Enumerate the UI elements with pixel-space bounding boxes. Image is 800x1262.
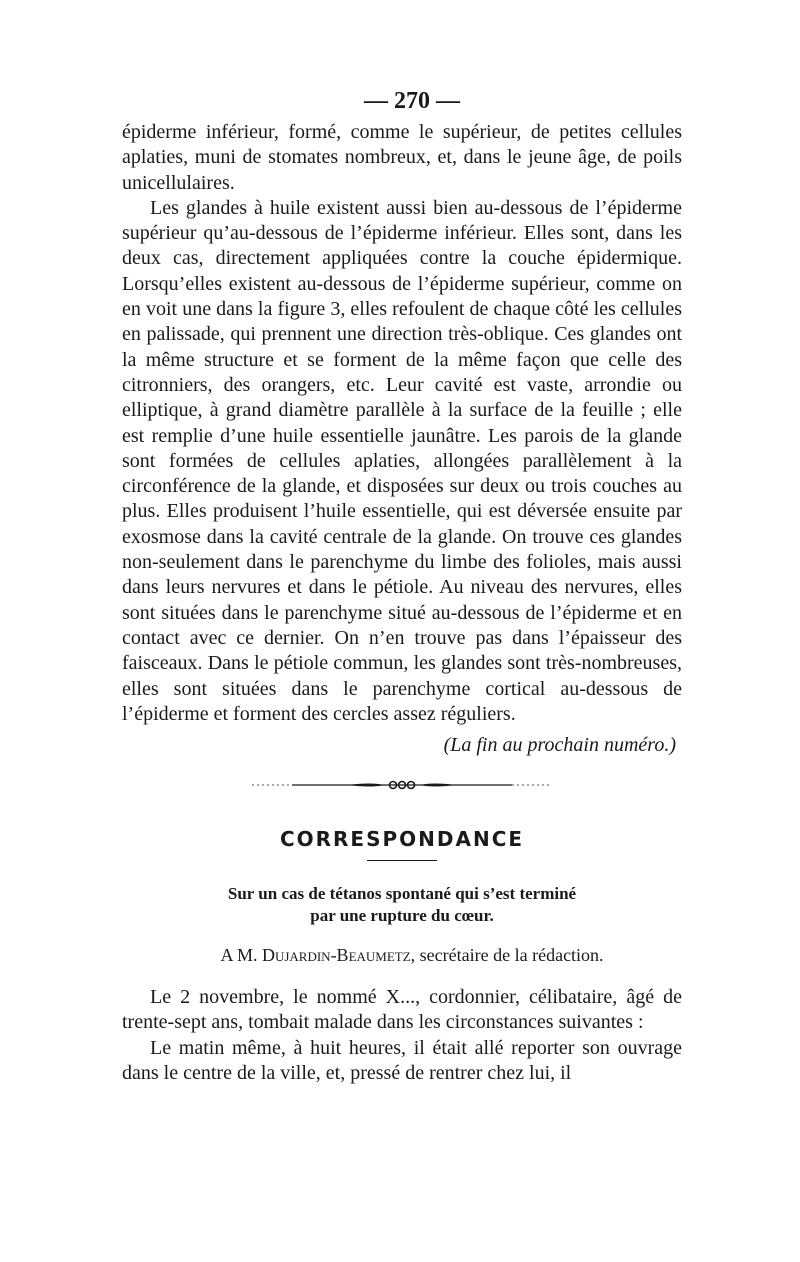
section-heading: CORRESPONDANCE (279, 827, 525, 852)
paragraph-oil-glands: Les glandes à huile existent aussi bien au-dessous de l’épiderme supérieur qu’au-dessous de l’épiderme inférieur. Elles sont, dans les deux cas, directement appliquées contre la couche épidermique. Lorsqu’elles existent au-dessous de l’épiderme supérieur, comme on en voit une dans la figure 3, elles refoulent de chaque côté les cellules en palissade, qui prennent une direction très-oblique. Ces glandes ont la même structure et se forment de la même façon que celle des citronniers, des orangers, etc. Leur cavité est vaste, arrondie ou elliptique, à grand diamètre parallèle à la surface de la feuille ; elle est remplie d’une huile essentielle jaunâtre. Les parois de la glande sont formées de cellules aplaties, allongées parallèlement à la circonférence de la glande, et disposées sur deux ou trois couches au plus. Elles produisent l’huile essentielle, qui est déversée ensuite par exosmose dans la cavité centrale de la glande. On trouve ces glandes non-seulement dans le parenchyme du limbe des folioles, mais aussi dans leurs nervures et dans le pétiole. Au niveau des nervures, elles sont situées dans le parenchyme situé au-dessous de l’épiderme et en contact avec ce dernier. On n’en trouve pas dans l’épaisseur des faisceaux. Dans le pétiole commun, les glandes sont très-nombreuses, elles sont situées dans le parenchyme cortical au-dessous de l’épiderme et forment des cercles assez réguliers. (122, 196, 682, 725)
article-title-line1: Sur un cas de tétanos spontané qui s’est terminé (227, 884, 577, 904)
divider-ornament-icon (252, 778, 552, 792)
letter-paragraph-2: Le matin même, à huit heures, il était allé reporter son ouvrage dans le centre de la ville, et, pressé de rentrer chez lui, il (122, 1036, 682, 1085)
heading-underline (367, 860, 437, 861)
letter-body (122, 985, 682, 1086)
ornamental-divider (252, 778, 552, 792)
addressee-name: Dujardin-Beaumetz (261, 945, 411, 966)
page-number: — 270 — (364, 88, 460, 114)
addressee-suffix: , secrétaire de la rédaction. (410, 945, 604, 966)
addressee-prefix: A M. (220, 945, 262, 966)
article-title-line2: par une rupture du cœur. (310, 906, 494, 926)
letter-addressee (142, 943, 682, 967)
document-page (122, 84, 682, 1086)
letter-paragraph-1: Le 2 novembre, le nommé X..., cordonnier, célibataire, âgé de trente-sept ans, tombait malade dans les circonstances suivantes : (122, 986, 682, 1034)
paragraph-continued: épiderme inférieur, formé, comme le supérieur, de petites cellules aplaties, muni de stomates nombreux, et, dans le jeune âge, de poils unicellulaires. (122, 121, 682, 194)
article-title (122, 883, 682, 927)
article-body (122, 120, 682, 727)
continuation-note: (La fin au prochain numéro.) (443, 734, 676, 757)
